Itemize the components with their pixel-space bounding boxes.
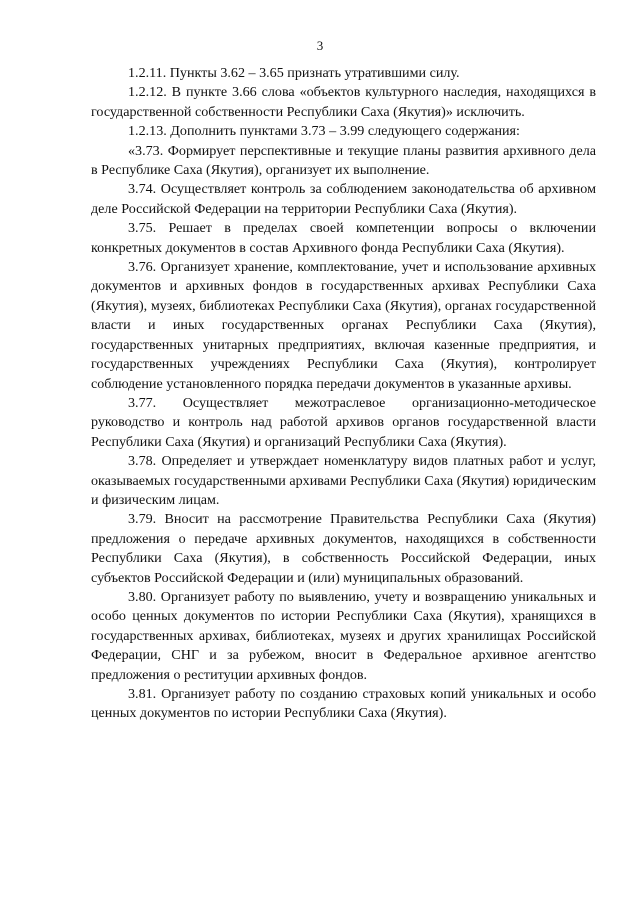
page-number: 3 <box>316 38 324 53</box>
paragraph-3-74: 3.74. Осуществляет контроль за соблюдением законодательства об архивном деле Российской Федерации на территории Республики Саха (Якутия). <box>91 181 596 217</box>
document-body <box>91 64 596 724</box>
paragraph-1-2-13: 1.2.13. Дополнить пунктами 3.73 – 3.99 следующего содержания: <box>128 123 520 140</box>
paragraph-3-75: 3.75. Решает в пределах своей компетенции вопросы о включении конкретных документов в состав Архивного фонда Республики Саха (Якутия). <box>91 220 596 256</box>
paragraph-3-78: 3.78. Определяет и утверждает номенклатуру видов платных работ и услуг, оказываемых государственными архивами Республики Саха (Якутия) юридическим и физическим лицам. <box>91 453 596 508</box>
paragraph-1-2-12: 1.2.12. В пункте 3.66 слова «объектов культурного наследия, находящихся в государственной собственности Республики Саха (Якутия)» исключить. <box>91 84 596 120</box>
paragraph-1-2-11: 1.2.11. Пункты 3.62 – 3.65 признать утратившими силу. <box>128 65 460 81</box>
paragraph-3-77: 3.77. Осуществляет межотраслевое организационно-методическое руководство и контроль над работой архивов органов государственной власти Республики Саха (Якутия) и организаций Республики Саха (Якутия). <box>91 394 596 450</box>
paragraph-3-76: 3.76. Организует хранение, комплектование, учет и использование архивных документов и архивных фондов в государственных архивах Республики Саха (Якутия), музеях, библиотеках Республики Саха (Якутия), органах государственной власти и иных государственных органах Республики Саха (Якутия), государственных унитарных предприятиях, включая казенные предприятия, и государственных учреждениях Республики Саха (Якутия), контролирует соблюдение установленного порядка передачи документов в указанные архивы. <box>91 259 596 392</box>
paragraph-3-73: «3.73. Формирует перспективные и текущие планы развития архивного дела в Республике Саха (Якутия), организует их выполнение. <box>91 142 596 179</box>
paragraph-3-79: 3.79. Вносит на рассмотрение Правительства Республики Саха (Якутия) предложения о передаче архивных документов, находящихся в собственности Республики Саха (Якутия), в собственность Российской Федерации, иных субъектов Российской Федерации и (или) муниципальных образований. <box>91 511 596 586</box>
paragraph-3-80: 3.80. Организует работу по выявлению, учету и возвращению уникальных и особо ценных документов по истории Республики Саха (Якутия), хранящихся в государственных архивах, библиотеках, музеях и других хранилищах Российской Федерации, СНГ и за рубежом, вносит в Федеральное архивное агентство предложения о реституции архивных фондов. <box>91 588 596 683</box>
paragraph-3-81: 3.81. Организует работу по созданию страховых копий уникальных и особо ценных документов по истории Республики Саха (Якутия). <box>91 686 596 722</box>
